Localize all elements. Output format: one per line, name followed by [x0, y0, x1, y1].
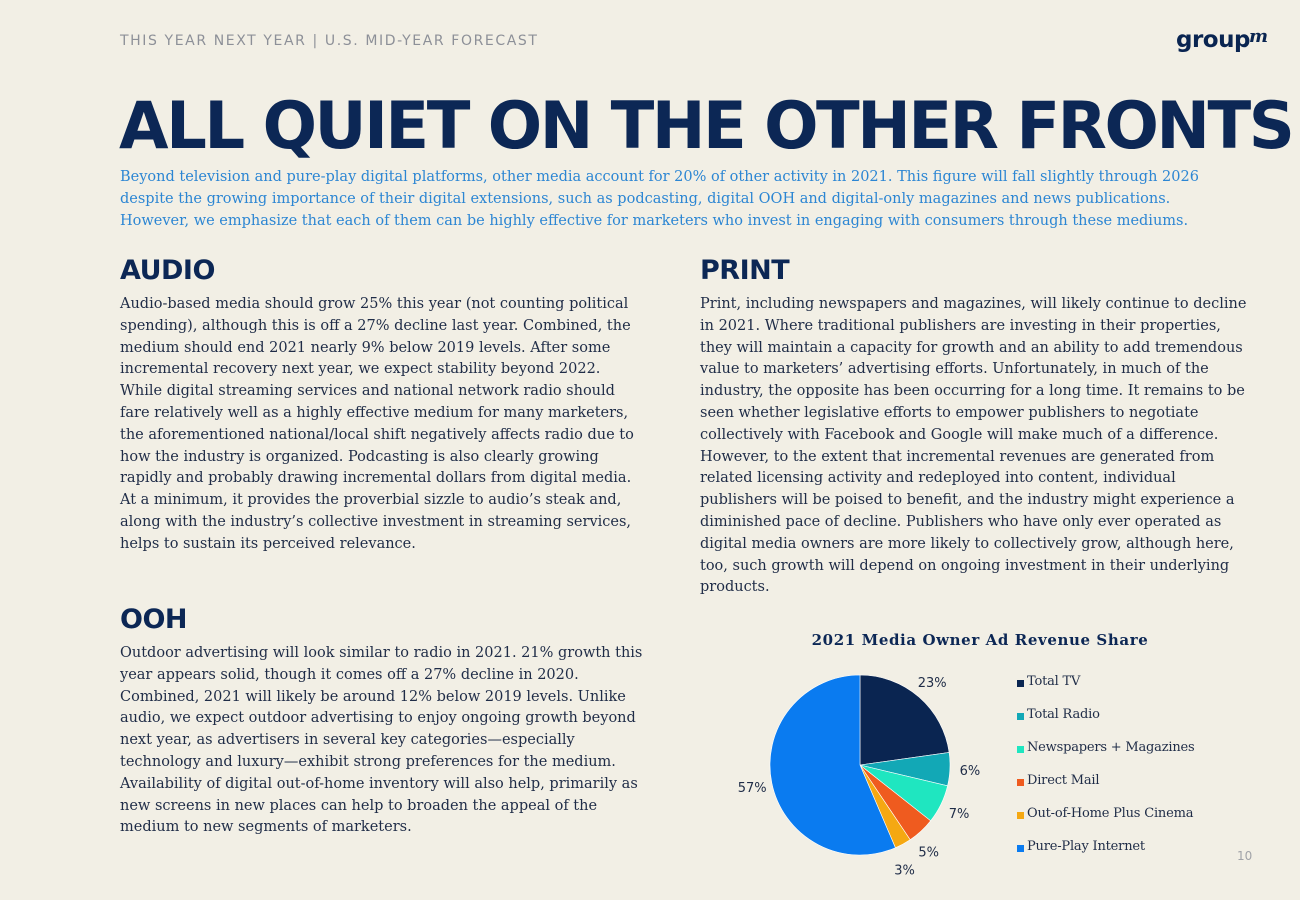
print-section-title: PRINT — [700, 255, 790, 286]
legend-item — [1017, 674, 1237, 707]
pie-label-newspapers-magazines: 7% — [948, 806, 970, 822]
ooh-section-title: OOH — [120, 604, 188, 635]
logo-text: group — [1176, 27, 1250, 53]
legend-swatch — [1017, 746, 1024, 753]
legend-item — [1017, 806, 1237, 839]
ooh-section-body: Outdoor advertising will look similar to radio in 2021. 21% growth this year appears solid, though it comes off a 27% decline in 2020. Combined, 2021 will likely be around 12% below 2019 levels. Unlike audio, we expect outdoor advertising to enjoy ongoing growth beyond next year, as advertisers in several key categories—especially technology and luxury—exhibit strong preferences for the medium. Availability of digital out-of-home inventory will also help, primarily as new screens in new places can help to broaden the appeal of the medium to new segments of marketers. — [120, 645, 643, 836]
pie-chart — [700, 660, 1000, 880]
legend-item — [1017, 740, 1237, 773]
pie-label-total-tv: 23% — [917, 676, 947, 691]
legend-label: Pure-Play Internet — [1027, 839, 1145, 854]
pie-label-pure-play-internet: 57% — [737, 781, 767, 797]
pie-label-total-radio: 6% — [959, 764, 981, 780]
page-headline: ALL QUIET ON THE OTHER FRONTS — [119, 89, 1293, 164]
audio-section-body: Audio-based media should grow 25% this year (not counting political spending), although this is off a 27% decline last year. Combined, the medium should end 2021 nearly 9% below 2019 levels. After some incremental recovery next year, we expect stability beyond 2022. While digital streaming services and national network radio should fare relatively well as a highly effective medium for many marketers, the aforementioned national/local shift negatively affects radio due to how the industry is organized. Podcasting is also clearly growing rapidly and probably drawing incremental dollars from digital media. At a minimum, it provides the proverbial sizzle to audio’s steak and, along with the industry’s collective investment in streaming services, helps to sustain its perceived relevance. — [120, 296, 634, 552]
chart-title: 2021 Media Owner Ad Revenue Share — [811, 631, 1149, 649]
groupm-logo — [1176, 26, 1268, 53]
legend-label: Total TV — [1027, 674, 1081, 689]
intro-paragraph: Beyond television and pure-play digital platforms, other media account for 20% of other activity in 2021. This figure will fall slightly through 2026 despite the growing importance of their digital extensions, such as podcasting, digital OOH and digital-only magazines and news publications. However, we emphasize that each of them can be highly effective for marketers who invest in engaging with consumers through these mediums. — [120, 169, 1199, 229]
legend-label: Total Radio — [1027, 707, 1100, 722]
legend-label: Newspapers + Magazines — [1027, 740, 1195, 755]
pie-label-out-of-home-plus-cinema: 3% — [894, 863, 915, 879]
report-kicker: THIS YEAR NEXT YEAR | U.S. MID-YEAR FORECAST — [120, 33, 539, 49]
audio-section-title: AUDIO — [120, 255, 215, 286]
logo-mark: m — [1248, 26, 1268, 47]
legend-label: Out-of-Home Plus Cinema — [1027, 806, 1194, 821]
chart-legend — [1017, 674, 1237, 872]
legend-item — [1017, 839, 1237, 872]
legend-swatch — [1017, 845, 1024, 852]
legend-swatch — [1017, 812, 1024, 819]
pie-label-direct-mail: 5% — [918, 845, 940, 861]
page-number: 10 — [1237, 849, 1253, 863]
legend-swatch — [1017, 680, 1024, 687]
legend-label: Direct Mail — [1027, 773, 1100, 788]
legend-swatch — [1017, 779, 1024, 786]
legend-item — [1017, 773, 1237, 806]
legend-swatch — [1017, 713, 1024, 720]
print-section-body: Print, including newspapers and magazines, will likely continue to decline in 2021. Where traditional publishers are investing in their properties, they will maintain a capacity for growth and an ability to add tremendous value to marketers’ advertising efforts. Unfortunately, in much of the industry, the opposite has been occurring for a long time. It remains to be seen whether legislative efforts to empower publishers to negotiate collectively with Facebook and Google will make much of a difference. However, to the extent that incremental revenues are generated from related licensing activity and redeployed into content, individual publishers will be poised to benefit, and the industry might experience a diminished pace of decline. Publishers who have only ever operated as digital media owners are more likely to collectively grow, although here, too, such growth will depend on ongoing investment in their underlying products. — [700, 296, 1247, 596]
legend-item — [1017, 707, 1237, 740]
